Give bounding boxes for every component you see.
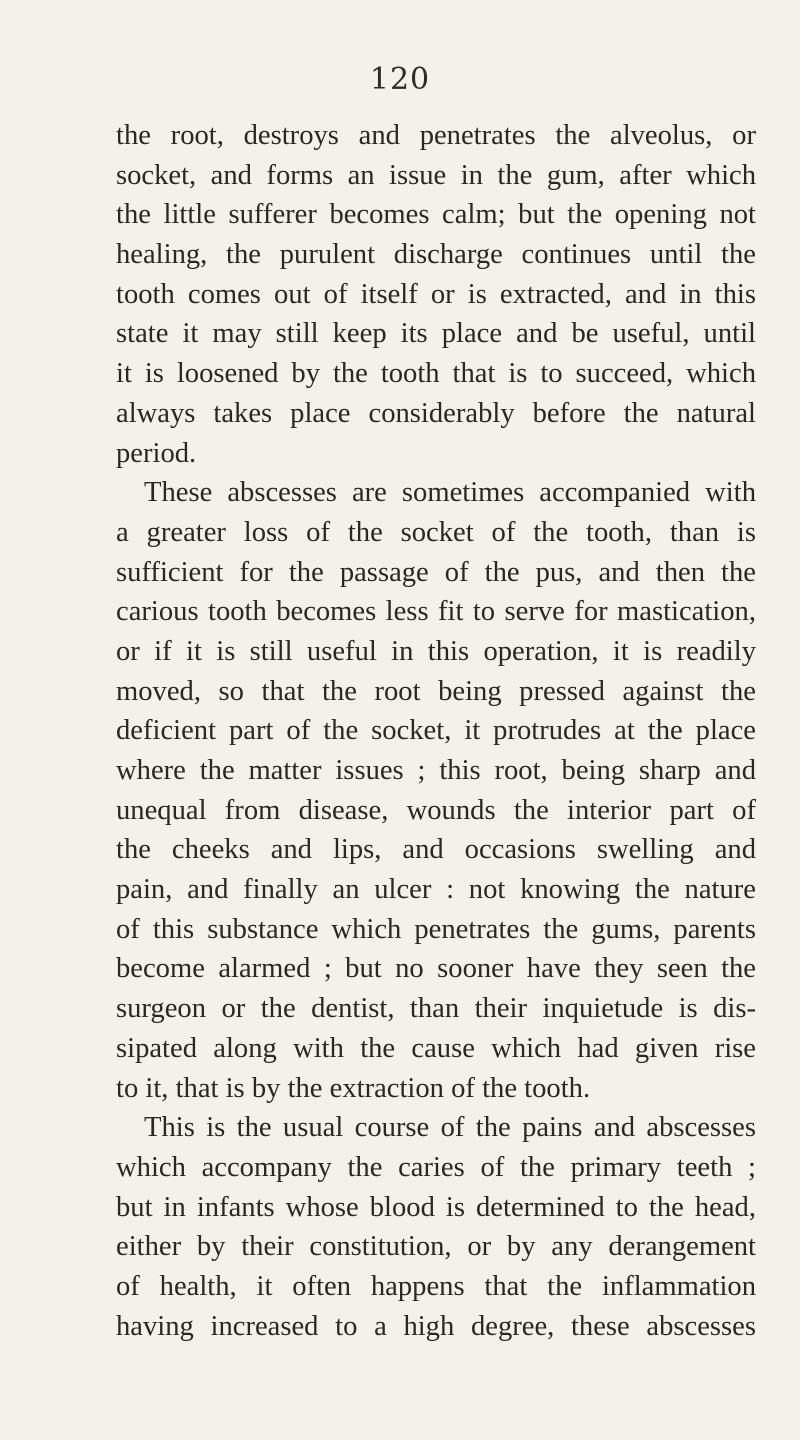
text-line: or if it is still useful in this operation, it is readily (116, 635, 756, 667)
text-line: state it may still keep its place and be useful, until (116, 318, 756, 350)
text-line: These abscesses are sometimes accompanied with (144, 477, 756, 509)
text-line: tooth comes out of itself or is extracted, and in this (116, 278, 756, 310)
text-line: socket, and forms an issue in the gum, after which (116, 159, 756, 191)
text-line: having increased to a high degree, these abscesses (116, 1310, 756, 1342)
text-line: which accompany the caries of the primary teeth ; (116, 1151, 756, 1183)
text-line: but in infants whose blood is determined to the head, (116, 1191, 756, 1223)
text-line: of this substance which penetrates the gums, parents (116, 913, 756, 945)
text-line: sufficient for the passage of the pus, and then the (116, 556, 756, 588)
text-line: a greater loss of the socket of the tooth, than is (116, 516, 756, 548)
text-line: healing, the purulent discharge continues until the (116, 239, 756, 271)
text-line: period. (116, 437, 197, 469)
text-line: the root, destroys and penetrates the alveolus, or (116, 120, 756, 151)
text-line: either by their constitution, or by any derangement (116, 1231, 756, 1263)
text-line: always takes place considerably before the natural (116, 397, 756, 429)
text-line: sipated along with the cause which had given rise (116, 1032, 756, 1064)
text-line: moved, so that the root being pressed against the (116, 675, 756, 707)
text-line: to it, that is by the extraction of the tooth. (116, 1072, 591, 1104)
text-line: it is loosened by the tooth that is to succeed, which (116, 358, 756, 390)
text-line: become alarmed ; but no sooner have they seen the (116, 953, 756, 985)
body-text (116, 116, 756, 1346)
text-line: deficient part of the socket, it protrudes at the place (116, 715, 756, 747)
text-line: unequal from disease, wounds the interior part of (116, 794, 756, 826)
text-line: carious tooth becomes less fit to serve for mastication, (116, 596, 756, 628)
text-line: the cheeks and lips, and occasions swelling and (116, 834, 756, 866)
text-line: the little sufferer becomes calm; but the opening not (116, 199, 756, 231)
page-number: 120 (369, 62, 431, 97)
text-line: surgeon or the dentist, than their inquietude is dis- (116, 993, 756, 1025)
text-line: where the matter issues ; this root, being sharp and (116, 755, 756, 786)
text-line: of health, it often happens that the inflammation (116, 1270, 756, 1302)
text-line: pain, and finally an ulcer : not knowing the nature (116, 874, 756, 906)
text-line: This is the usual course of the pains and abscesses (144, 1112, 756, 1144)
